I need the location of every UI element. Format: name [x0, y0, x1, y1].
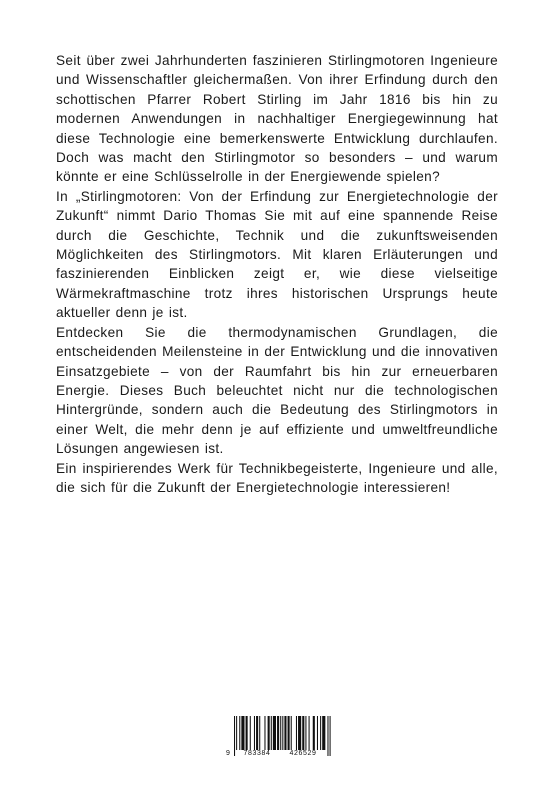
- barcode-bar: [256, 716, 258, 750]
- barcode-bar: [277, 716, 279, 750]
- barcode-right-group: 426529: [282, 750, 324, 757]
- barcode-bar: [296, 716, 297, 750]
- barcode-bar: [302, 716, 304, 750]
- blurb-paragraph-3: Entdecken Sie die thermodynamischen Grundlagen, die entscheidenden Meilensteine in der Entwicklung und die innovativen Einsatzgebiete – von der Raumfahrt bis hin zur erneuerbaren Energie. Dieses Buch beleuchtet nicht nur die technologischen Hintergründe, sondern auch die Bedeutung des Stirlingmotors in einer Welt, die mehr denn je auf effiziente und umweltfreundliche Lösungen angewiesen ist.: [56, 324, 498, 457]
- blurb-text: [56, 51, 498, 497]
- barcode-bar: [273, 716, 276, 750]
- blurb-paragraph-2: In „Stirlingmotoren: Von der Erfindung zur Energietechnologie der Zukunft“ nimmt Dario Thomas Sie mit auf eine spannende Reise durch die Geschichte, Technik und die zukunftsweisenden Möglichkeiten des Stirlingmotors. Mit klaren Erläuterungen und faszinierenden Einblicken zeigt er, wie diese vielseitige Wärmekraftmaschine trotz ihres historischen Ursprungs heute aktueller denn je ist.: [56, 188, 498, 321]
- barcode-bar: [239, 716, 240, 750]
- barcode-bar: [317, 716, 318, 750]
- barcode-bar: [268, 716, 270, 750]
- barcode-bar: [254, 716, 255, 750]
- barcode-bar: [259, 716, 260, 750]
- barcode-bar: [271, 716, 272, 750]
- barcode-bar: [241, 716, 244, 750]
- barcode-lead-digit: 9: [226, 750, 230, 757]
- barcode-digits: [226, 750, 334, 762]
- barcode-bar: [280, 716, 281, 750]
- barcode-bar: [305, 716, 306, 750]
- blurb-paragraph-1: Seit über zwei Jahrhunderten faszinieren Stirlingmotoren Ingenieure und Wissenschaftler gleichermaßen. Von ihrer Erfindung durch den schottischen Pfarrer Robert Stirling im Jahr 1816 bis hin zu modernen Anwendungen in nachhaltiger Energiegewinnung hat diese Technologie eine bemerkenswerte Entwicklung durchlaufen. Doch was macht den Stirlingmotor so besonders – und warum könnte er eine Schlüsselrolle in der Energiewende spielen?: [56, 53, 498, 185]
- blurb-paragraph-4: Ein inspirierendes Werk für Technikbegeisterte, Ingenieure und alle, die sich für die Zukunft der Energietechnologie interessieren!: [56, 460, 498, 495]
- barcode-bar: [264, 716, 265, 750]
- barcode-bar: [322, 716, 325, 750]
- barcode-bar: [298, 716, 301, 750]
- barcode-bar: [288, 716, 290, 750]
- barcode-bar: [250, 716, 251, 750]
- barcode-bar: [246, 716, 248, 750]
- barcode-bar: [309, 716, 310, 750]
- barcode-bar: [320, 716, 321, 750]
- barcode-bar: [291, 716, 292, 750]
- barcode-left-group: 783384: [236, 750, 278, 757]
- barcode-bar: [313, 716, 315, 750]
- isbn-barcode: [226, 716, 334, 764]
